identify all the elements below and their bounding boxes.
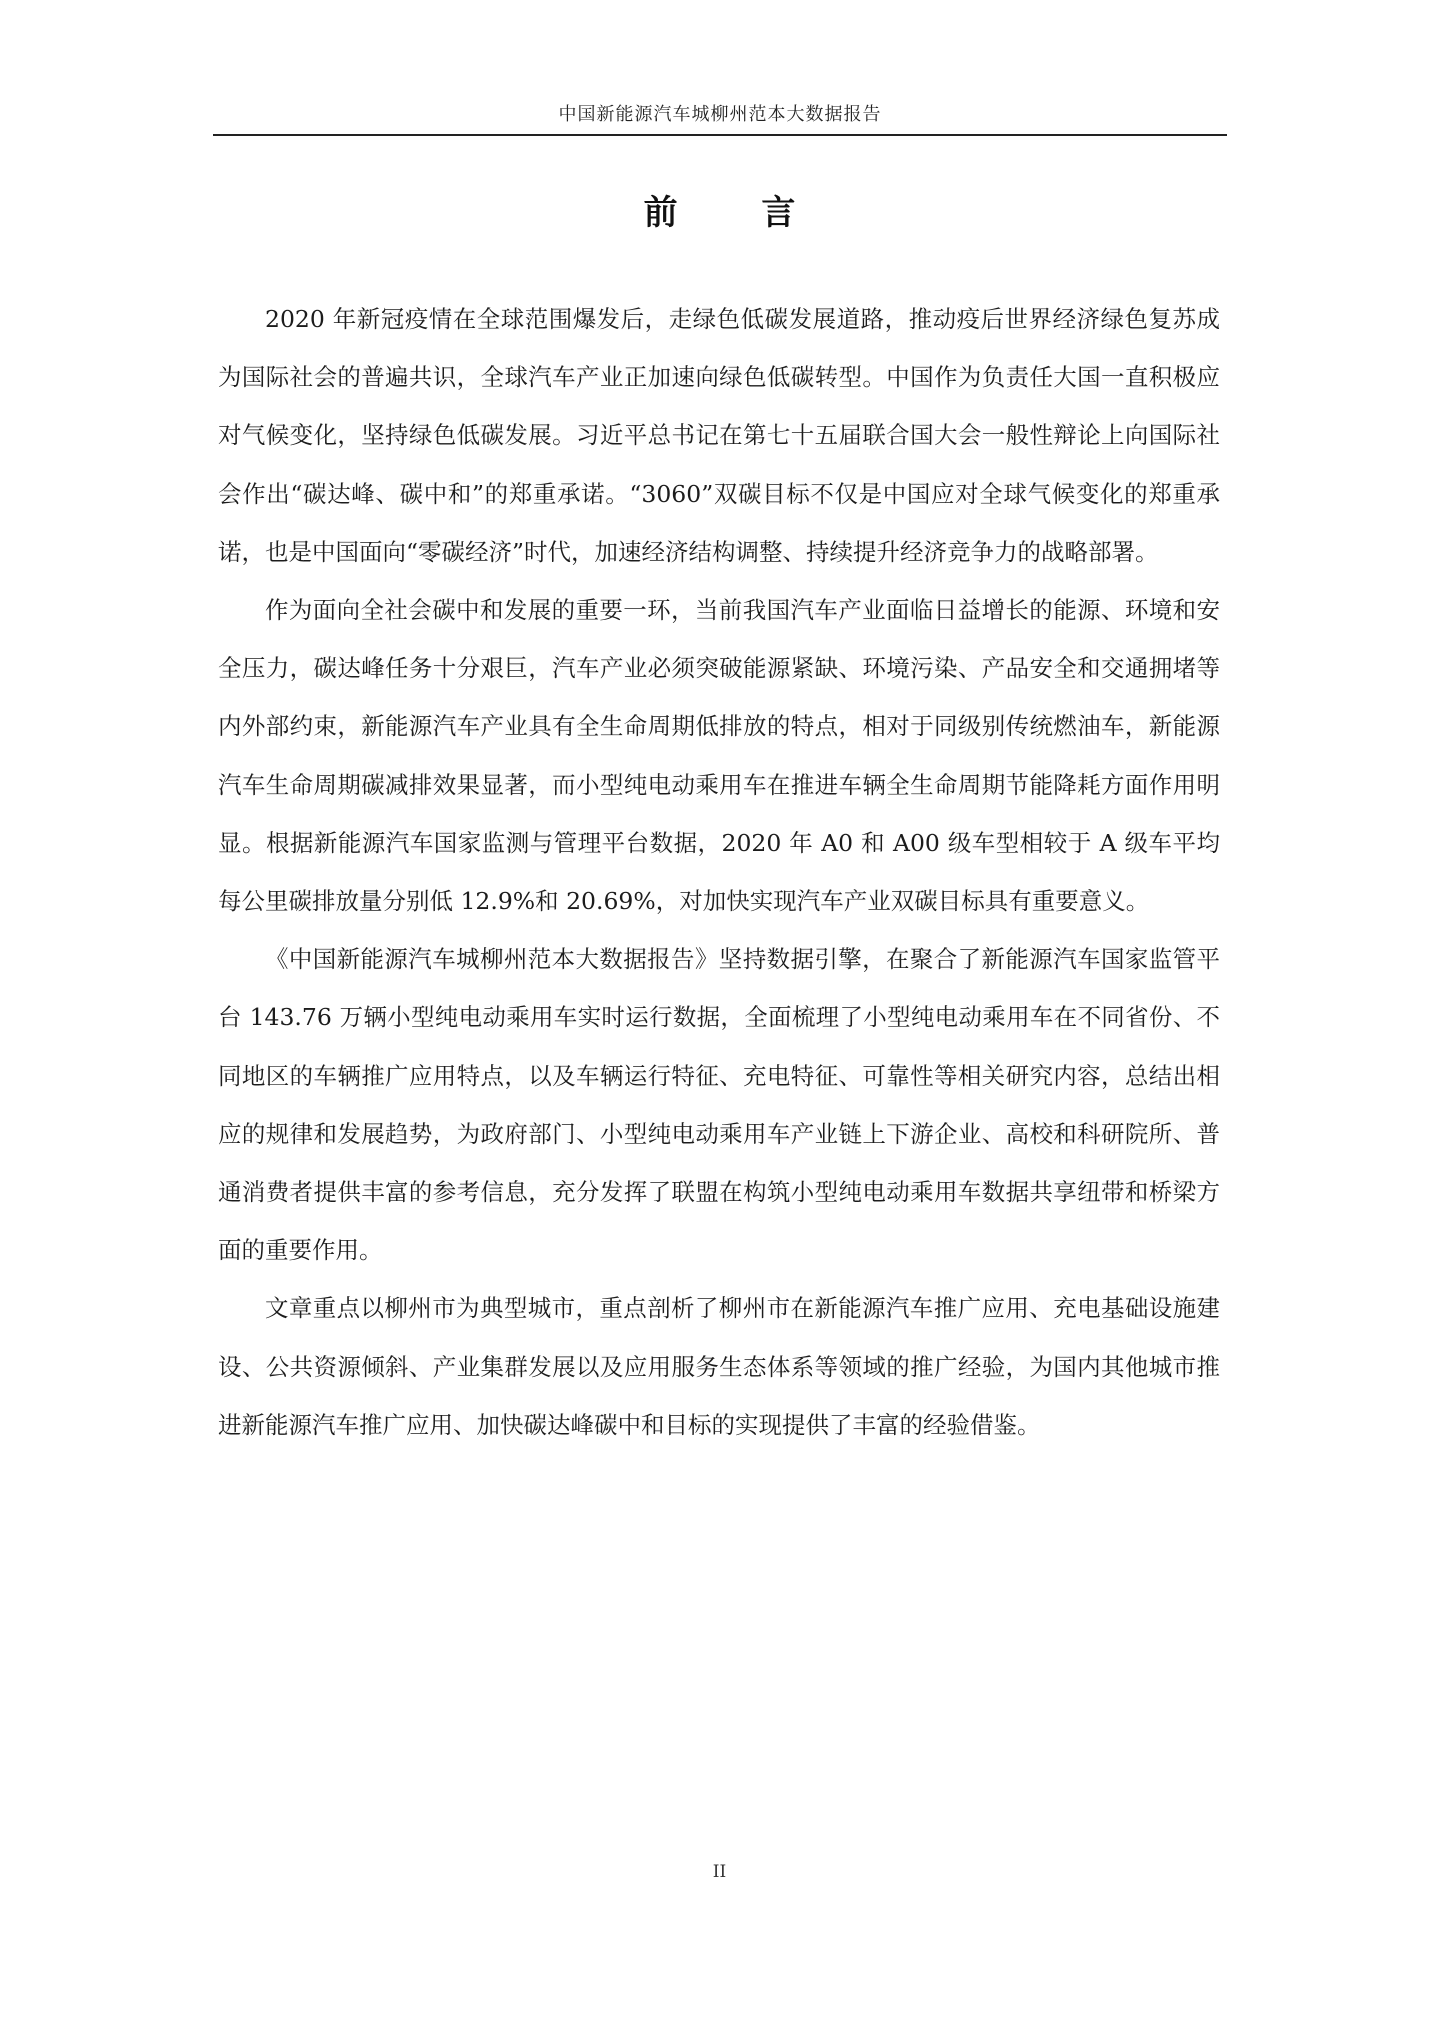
paragraph-1: 2020 年新冠疫情在全球范围爆发后，走绿色低碳发展道路，推动疫后世界经济绿色复苏成为国际社会的普遍共识，全球汽车产业正加速向绿色低碳转型。中国作为负责任大国一直积极应对气候变化，坚持绿色低碳发展。习近平总书记在第七十五届联合国大会一般性辩论上向国际社会作出“碳达峰、碳中和”的郑重承诺。“3060”双碳目标不仅是中国应对全球气候变化的郑重承诺，也是中国面向“零碳经济”时代，加速经济结构调整、持续提升经济竞争力的战略部署。 bbox=[218, 305, 1220, 566]
paragraph-2: 作为面向全社会碳中和发展的重要一环，当前我国汽车产业面临日益增长的能源、环境和安全压力，碳达峰任务十分艰巨，汽车产业必须突破能源紧缺、环境污染、产品安全和交通拥堵等内外部约束，新能源汽车产业具有全生命周期低排放的特点，相对于同级别传统燃油车，新能源汽车生命周期碳减排效果显著，而小型纯电动乘用车在推进车辆全生命周期节能降耗方面作用明显。根据新能源汽车国家监测与管理平台数据，2020 年 A0 和 A00 级车型相较于 A 级车平均每公里碳排放量分别低 12.9%和 20.69%，对加快实现汽车产业双碳目标具有重要意义。 bbox=[218, 596, 1220, 916]
running-header-title: 中国新能源汽车城柳州范本大数据报告 bbox=[558, 104, 882, 125]
paragraph-3: 《中国新能源汽车城柳州范本大数据报告》坚持数据引擎，在聚合了新能源汽车国家监管平台 143.76 万辆小型纯电动乘用车实时运行数据，全面梳理了小型纯电动乘用车在不同省份、不同地区的车辆推广应用特点，以及车辆运行特征、充电特征、可靠性等相关研究内容，总结出相应的规律和发展趋势，为政府部门、小型纯电动乘用车产业链上下游企业、高校和科研院所、普通消费者提供丰富的参考信息，充分发挥了联盟在构筑小型纯电动乘用车数据共享纽带和桥梁方面的重要作用。 bbox=[218, 945, 1220, 1265]
body-text bbox=[218, 290, 1220, 1454]
page-title: 前 言 bbox=[643, 193, 832, 233]
running-header bbox=[213, 96, 1227, 136]
page-number: II bbox=[712, 1862, 727, 1882]
paragraph-4: 文章重点以柳州市为典型城市，重点剖析了柳州市在新能源汽车推广应用、充电基础设施建设、公共资源倾斜、产业集群发展以及应用服务生态体系等领域的推广经验，为国内其他城市推进新能源汽车推广应用、加快碳达峰碳中和目标的实现提供了丰富的经验借鉴。 bbox=[218, 1294, 1220, 1439]
